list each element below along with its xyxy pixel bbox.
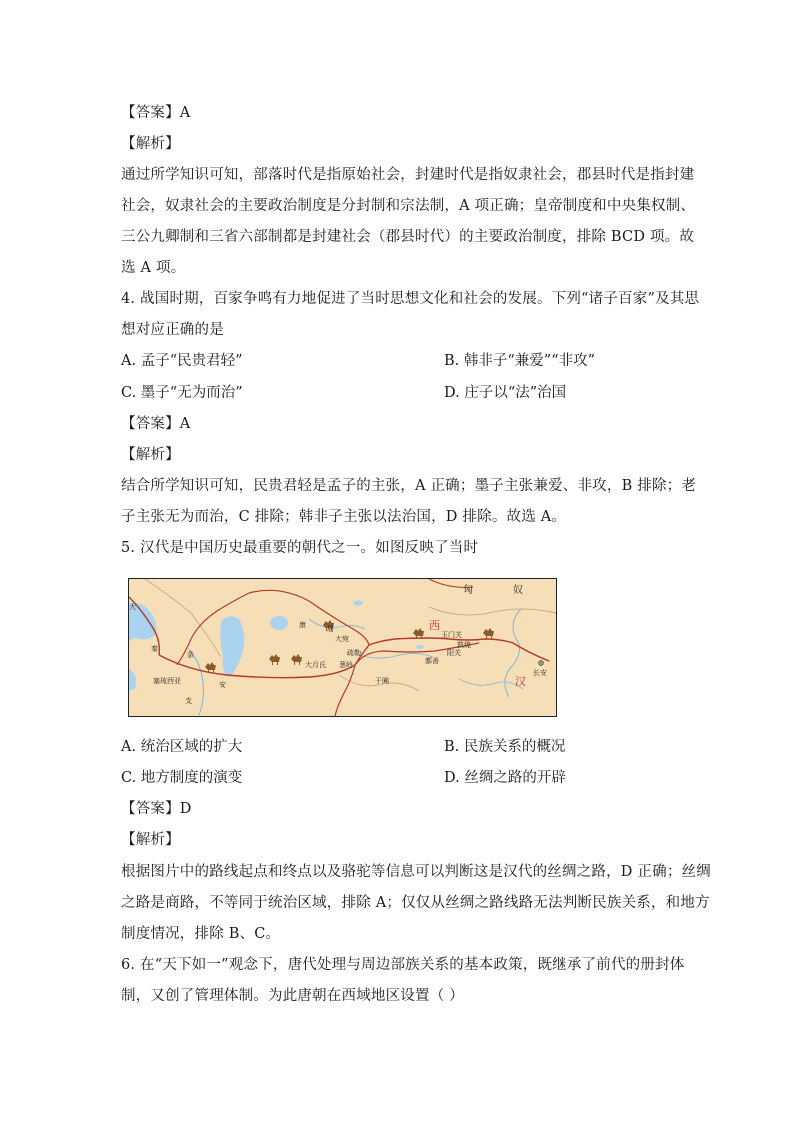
map-label-ju: 居	[327, 625, 334, 633]
q5-analysis-line: 之路是商路，不等同于统治区域，排除 A；仅仅从丝绸之路线路无法判断民族关系，和地方	[121, 895, 710, 911]
q3-analysis-line: 社会，奴隶社会的主要政治制度是分封制和宗法制，A 项正确；皇帝制度和中央集权制、	[121, 198, 696, 214]
map-label-da: 大	[129, 603, 136, 611]
q4-option-d: D. 庄子以“法”治国	[444, 385, 567, 401]
map-label-tiao: 条	[187, 651, 194, 659]
q5-analysis-label: 【解析】	[121, 832, 180, 848]
map-label-xiongnu-1: 匈	[463, 585, 473, 596]
map-label-xiongnu-2: 奴	[513, 585, 523, 596]
map-label-kang: 康	[299, 621, 306, 629]
map-label-shanshan: 鄯善	[425, 657, 439, 665]
q3-analysis-line: 三公九卿制和三省六部制都是封建社会（郡县时代）的主要政治制度，排除 BCD 项。故	[121, 229, 695, 245]
map-label-shule: 疏勒	[347, 649, 361, 657]
q4-option-a: A. 孟子“民贵君轻”	[121, 353, 243, 369]
map-label-xi: 西	[429, 619, 440, 632]
map-label-yumenguan: 玉门关	[441, 631, 462, 639]
q4-stem-line: 4. 战国时期，百家争鸣有力地促进了当时思想文化和社会的发展。下列“诸子百家”及其思	[121, 291, 700, 307]
map-label-congling: 葱岭	[339, 661, 353, 669]
q3-analysis-label: 【解析】	[121, 136, 180, 152]
q5-analysis-line: 制度情况，排除 B、C。	[121, 926, 281, 942]
q5-option-b: B. 民族关系的概况	[444, 739, 566, 755]
q4-analysis-line: 结合所学知识可知，民贵君轻是孟子的主张，A 正确；墨子主张兼爱、非攻，B 排除；老	[121, 478, 697, 494]
silk-road-map	[128, 578, 557, 717]
q5-stem: 5. 汉代是中国历史最重要的朝代之一。如图反映了当时	[121, 540, 479, 556]
map-label-dunhuang: 敦煌	[457, 641, 471, 649]
map-label-han: 汉	[515, 675, 526, 688]
map-label-dayuezhi: 大月氏	[305, 661, 326, 669]
q3-analysis-line: 通过所学知识可知，部落时代是指原始社会，封建时代是指奴隶社会，郡县时代是指封建	[121, 167, 695, 183]
q3-answer: 【答案】A	[121, 105, 191, 121]
q3-analysis-line: 选 A 项。	[121, 260, 186, 276]
map-label-seleucia: 塞琉西亚	[153, 677, 181, 685]
map-label-qin: 秦	[151, 645, 158, 653]
q4-option-b: B. 韩非子“兼爱”“非攻”	[444, 353, 596, 369]
map-label-dayuan: 大宛	[335, 635, 349, 643]
q4-analysis-line: 子主张无为而治，C 排除；韩非子主张以法治国，D 排除。故选 A。	[121, 509, 567, 525]
map-label-zhi: 支	[185, 697, 192, 705]
map-label-yangguan: 阳关	[447, 649, 461, 657]
map-label-yutian: 于阗	[375, 677, 389, 685]
q5-option-c: C. 地方制度的演变	[121, 770, 243, 786]
q4-analysis-label: 【解析】	[121, 447, 180, 463]
q4-option-c: C. 墨子“无为而治”	[121, 385, 243, 401]
q5-option-a: A. 统治区域的扩大	[121, 739, 243, 755]
q4-stem-line: 想对应正确的是	[121, 322, 224, 338]
map-label-changan: 长安	[533, 669, 547, 677]
q4-answer: 【答案】A	[121, 416, 191, 432]
q6-stem-line: 6. 在“天下如一”观念下，唐代处理与周边部族关系的基本政策，既继承了前代的册封体	[121, 957, 685, 973]
q5-answer: 【答案】D	[121, 801, 192, 817]
q5-analysis-line: 根据图片中的路线起点和终点以及骆驼等信息可以判断这是汉代的丝绸之路，D 正确；丝绸	[121, 864, 711, 880]
q6-stem-line: 制，又创了管理体制。为此唐朝在西域地区设置（ ）	[121, 988, 464, 1004]
map-label-an: 安	[219, 681, 226, 689]
q5-option-d: D. 丝绸之路的开辟	[444, 770, 566, 786]
